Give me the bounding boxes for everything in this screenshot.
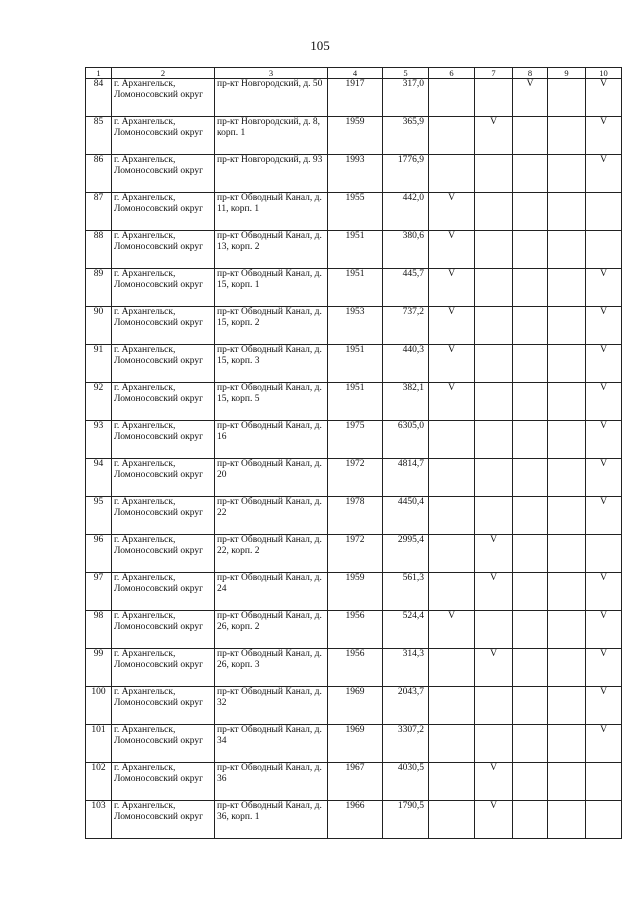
col8-mark-cell bbox=[513, 421, 548, 459]
city-district-cell: г. Архангельск, Ломоносовский округ bbox=[112, 421, 215, 459]
col6-mark-cell: V bbox=[429, 193, 475, 231]
area-cell: 382,1 bbox=[383, 383, 429, 421]
city-district-cell: г. Архангельск, Ломоносовский округ bbox=[112, 763, 215, 801]
row-number-cell: 90 bbox=[86, 307, 112, 345]
col8-mark-cell bbox=[513, 231, 548, 269]
area-cell: 2043,7 bbox=[383, 687, 429, 725]
col6-mark-cell bbox=[429, 535, 475, 573]
year-built-cell: 1966 bbox=[328, 801, 383, 839]
col8-mark-cell bbox=[513, 573, 548, 611]
col6-mark-cell: V bbox=[429, 269, 475, 307]
col6-mark-cell: V bbox=[429, 231, 475, 269]
city-district-cell: г. Архангельск, Ломоносовский округ bbox=[112, 269, 215, 307]
address-cell: пр-кт Обводный Канал, д. 20 bbox=[215, 459, 328, 497]
table-row bbox=[86, 801, 622, 839]
page-number: 105 bbox=[310, 38, 330, 53]
area-cell: 1790,5 bbox=[383, 801, 429, 839]
col9-mark-cell bbox=[548, 231, 586, 269]
col6-mark-cell bbox=[429, 459, 475, 497]
column-header-9: 9 bbox=[548, 68, 586, 79]
col7-mark-cell: V bbox=[475, 535, 513, 573]
col8-mark-cell bbox=[513, 763, 548, 801]
col7-mark-cell: V bbox=[475, 649, 513, 687]
col7-mark-cell bbox=[475, 611, 513, 649]
year-built-cell: 1959 bbox=[328, 573, 383, 611]
col7-mark-cell bbox=[475, 497, 513, 535]
col8-mark-cell bbox=[513, 307, 548, 345]
col9-mark-cell bbox=[548, 79, 586, 117]
col9-mark-cell bbox=[548, 725, 586, 763]
col10-mark-cell: V bbox=[586, 421, 622, 459]
table-row bbox=[86, 573, 622, 611]
area-cell: 4030,5 bbox=[383, 763, 429, 801]
area-cell: 440,3 bbox=[383, 345, 429, 383]
col9-mark-cell bbox=[548, 763, 586, 801]
row-number-cell: 92 bbox=[86, 383, 112, 421]
col10-mark-cell: V bbox=[586, 687, 622, 725]
col8-mark-cell bbox=[513, 117, 548, 155]
row-number-cell: 87 bbox=[86, 193, 112, 231]
row-number-cell: 96 bbox=[86, 535, 112, 573]
col10-mark-cell: V bbox=[586, 155, 622, 193]
year-built-cell: 1975 bbox=[328, 421, 383, 459]
year-built-cell: 1972 bbox=[328, 535, 383, 573]
table-row bbox=[86, 79, 622, 117]
housing-register-table bbox=[85, 67, 622, 839]
col10-mark-cell: V bbox=[586, 725, 622, 763]
year-built-cell: 1951 bbox=[328, 231, 383, 269]
table-row bbox=[86, 725, 622, 763]
city-district-cell: г. Архангельск, Ломоносовский округ bbox=[112, 155, 215, 193]
col9-mark-cell bbox=[548, 193, 586, 231]
col10-mark-cell: V bbox=[586, 611, 622, 649]
col10-mark-cell: V bbox=[586, 345, 622, 383]
area-cell: 2995,4 bbox=[383, 535, 429, 573]
city-district-cell: г. Архангельск, Ломоносовский округ bbox=[112, 307, 215, 345]
address-cell: пр-кт Обводный Канал, д. 24 bbox=[215, 573, 328, 611]
col9-mark-cell bbox=[548, 421, 586, 459]
area-cell: 317,0 bbox=[383, 79, 429, 117]
col8-mark-cell bbox=[513, 459, 548, 497]
area-cell: 737,2 bbox=[383, 307, 429, 345]
col10-mark-cell: V bbox=[586, 117, 622, 155]
col9-mark-cell bbox=[548, 611, 586, 649]
city-district-cell: г. Архангельск, Ломоносовский округ bbox=[112, 231, 215, 269]
col10-mark-cell bbox=[586, 231, 622, 269]
col9-mark-cell bbox=[548, 497, 586, 535]
col10-mark-cell: V bbox=[586, 497, 622, 535]
address-cell: пр-кт Обводный Канал, д. 15, корп. 2 bbox=[215, 307, 328, 345]
row-number-cell: 93 bbox=[86, 421, 112, 459]
table-row bbox=[86, 535, 622, 573]
year-built-cell: 1955 bbox=[328, 193, 383, 231]
col7-mark-cell: V bbox=[475, 801, 513, 839]
city-district-cell: г. Архангельск, Ломоносовский округ bbox=[112, 801, 215, 839]
city-district-cell: г. Архангельск, Ломоносовский округ bbox=[112, 687, 215, 725]
column-header-6: 6 bbox=[429, 68, 475, 79]
address-cell: пр-кт Новгородский, д. 93 bbox=[215, 155, 328, 193]
year-built-cell: 1956 bbox=[328, 611, 383, 649]
area-cell: 561,3 bbox=[383, 573, 429, 611]
year-built-cell: 1956 bbox=[328, 649, 383, 687]
address-cell: пр-кт Новгородский, д. 50 bbox=[215, 79, 328, 117]
col10-mark-cell bbox=[586, 763, 622, 801]
col6-mark-cell bbox=[429, 497, 475, 535]
row-number-cell: 98 bbox=[86, 611, 112, 649]
row-number-cell: 94 bbox=[86, 459, 112, 497]
year-built-cell: 1978 bbox=[328, 497, 383, 535]
area-cell: 365,9 bbox=[383, 117, 429, 155]
col10-mark-cell: V bbox=[586, 573, 622, 611]
col7-mark-cell bbox=[475, 459, 513, 497]
col8-mark-cell bbox=[513, 801, 548, 839]
col9-mark-cell bbox=[548, 307, 586, 345]
row-number-cell: 101 bbox=[86, 725, 112, 763]
col6-mark-cell: V bbox=[429, 611, 475, 649]
year-built-cell: 1969 bbox=[328, 687, 383, 725]
area-cell: 4814,7 bbox=[383, 459, 429, 497]
col7-mark-cell: V bbox=[475, 763, 513, 801]
address-cell: пр-кт Обводный Канал, д. 32 bbox=[215, 687, 328, 725]
col9-mark-cell bbox=[548, 649, 586, 687]
col7-mark-cell bbox=[475, 193, 513, 231]
address-cell: пр-кт Обводный Канал, д. 15, корп. 1 bbox=[215, 269, 328, 307]
col6-mark-cell bbox=[429, 763, 475, 801]
col10-mark-cell: V bbox=[586, 79, 622, 117]
area-cell: 3307,2 bbox=[383, 725, 429, 763]
city-district-cell: г. Архангельск, Ломоносовский округ bbox=[112, 725, 215, 763]
col8-mark-cell bbox=[513, 725, 548, 763]
col7-mark-cell bbox=[475, 725, 513, 763]
col6-mark-cell bbox=[429, 117, 475, 155]
area-cell: 1776,9 bbox=[383, 155, 429, 193]
table-row bbox=[86, 231, 622, 269]
year-built-cell: 1959 bbox=[328, 117, 383, 155]
address-cell: пр-кт Обводный Канал, д. 34 bbox=[215, 725, 328, 763]
row-number-cell: 89 bbox=[86, 269, 112, 307]
col7-mark-cell bbox=[475, 155, 513, 193]
col8-mark-cell bbox=[513, 345, 548, 383]
col9-mark-cell bbox=[548, 269, 586, 307]
col7-mark-cell bbox=[475, 345, 513, 383]
table-row bbox=[86, 269, 622, 307]
column-header-7: 7 bbox=[475, 68, 513, 79]
table-row bbox=[86, 421, 622, 459]
row-number-cell: 103 bbox=[86, 801, 112, 839]
col8-mark-cell bbox=[513, 611, 548, 649]
row-number-cell: 97 bbox=[86, 573, 112, 611]
year-built-cell: 1951 bbox=[328, 345, 383, 383]
col6-mark-cell: V bbox=[429, 383, 475, 421]
row-number-cell: 100 bbox=[86, 687, 112, 725]
col9-mark-cell bbox=[548, 117, 586, 155]
address-cell: пр-кт Обводный Канал, д. 11, корп. 1 bbox=[215, 193, 328, 231]
city-district-cell: г. Архангельск, Ломоносовский округ bbox=[112, 497, 215, 535]
col10-mark-cell bbox=[586, 193, 622, 231]
year-built-cell: 1953 bbox=[328, 307, 383, 345]
area-cell: 445,7 bbox=[383, 269, 429, 307]
city-district-cell: г. Архангельск, Ломоносовский округ bbox=[112, 535, 215, 573]
area-cell: 442,0 bbox=[383, 193, 429, 231]
col9-mark-cell bbox=[548, 345, 586, 383]
col10-mark-cell: V bbox=[586, 459, 622, 497]
year-built-cell: 1967 bbox=[328, 763, 383, 801]
column-header-3: 3 bbox=[215, 68, 328, 79]
area-cell: 6305,0 bbox=[383, 421, 429, 459]
row-number-cell: 88 bbox=[86, 231, 112, 269]
table-row bbox=[86, 345, 622, 383]
table-body bbox=[86, 79, 622, 839]
table-row bbox=[86, 763, 622, 801]
col8-mark-cell bbox=[513, 155, 548, 193]
column-number-header-row bbox=[86, 68, 622, 79]
col10-mark-cell: V bbox=[586, 649, 622, 687]
col8-mark-cell bbox=[513, 193, 548, 231]
address-cell: пр-кт Обводный Канал, д. 16 bbox=[215, 421, 328, 459]
col8-mark-cell bbox=[513, 497, 548, 535]
table-row bbox=[86, 383, 622, 421]
city-district-cell: г. Архангельск, Ломоносовский округ bbox=[112, 79, 215, 117]
col6-mark-cell bbox=[429, 725, 475, 763]
row-number-cell: 95 bbox=[86, 497, 112, 535]
table-row bbox=[86, 155, 622, 193]
col10-mark-cell bbox=[586, 535, 622, 573]
year-built-cell: 1972 bbox=[328, 459, 383, 497]
col10-mark-cell: V bbox=[586, 307, 622, 345]
address-cell: пр-кт Обводный Канал, д. 22 bbox=[215, 497, 328, 535]
col8-mark-cell bbox=[513, 383, 548, 421]
table-row bbox=[86, 117, 622, 155]
city-district-cell: г. Архангельск, Ломоносовский округ bbox=[112, 611, 215, 649]
col7-mark-cell: V bbox=[475, 117, 513, 155]
col9-mark-cell bbox=[548, 573, 586, 611]
col7-mark-cell bbox=[475, 269, 513, 307]
area-cell: 524,4 bbox=[383, 611, 429, 649]
city-district-cell: г. Архангельск, Ломоносовский округ bbox=[112, 459, 215, 497]
table-row bbox=[86, 611, 622, 649]
area-cell: 314,3 bbox=[383, 649, 429, 687]
year-built-cell: 1951 bbox=[328, 269, 383, 307]
column-header-5: 5 bbox=[383, 68, 429, 79]
city-district-cell: г. Архангельск, Ломоносовский округ bbox=[112, 573, 215, 611]
city-district-cell: г. Архангельск, Ломоносовский округ bbox=[112, 383, 215, 421]
col8-mark-cell bbox=[513, 649, 548, 687]
address-cell: пр-кт Новгородский, д. 8, корп. 1 bbox=[215, 117, 328, 155]
address-cell: пр-кт Обводный Канал, д. 15, корп. 5 bbox=[215, 383, 328, 421]
row-number-cell: 102 bbox=[86, 763, 112, 801]
row-number-cell: 84 bbox=[86, 79, 112, 117]
col8-mark-cell: V bbox=[513, 79, 548, 117]
area-cell: 4450,4 bbox=[383, 497, 429, 535]
col6-mark-cell bbox=[429, 801, 475, 839]
city-district-cell: г. Архангельск, Ломоносовский округ bbox=[112, 649, 215, 687]
column-header-4: 4 bbox=[328, 68, 383, 79]
address-cell: пр-кт Обводный Канал, д. 26, корп. 3 bbox=[215, 649, 328, 687]
col9-mark-cell bbox=[548, 383, 586, 421]
table-row bbox=[86, 497, 622, 535]
address-cell: пр-кт Обводный Канал, д. 22, корп. 2 bbox=[215, 535, 328, 573]
column-header-10: 10 bbox=[586, 68, 622, 79]
address-cell: пр-кт Обводный Канал, д. 15, корп. 3 bbox=[215, 345, 328, 383]
table-row bbox=[86, 459, 622, 497]
year-built-cell: 1969 bbox=[328, 725, 383, 763]
table-row bbox=[86, 307, 622, 345]
row-number-cell: 99 bbox=[86, 649, 112, 687]
col9-mark-cell bbox=[548, 801, 586, 839]
col9-mark-cell bbox=[548, 459, 586, 497]
col10-mark-cell bbox=[586, 801, 622, 839]
column-header-1: 1 bbox=[86, 68, 112, 79]
year-built-cell: 1917 bbox=[328, 79, 383, 117]
col10-mark-cell: V bbox=[586, 383, 622, 421]
row-number-cell: 86 bbox=[86, 155, 112, 193]
col6-mark-cell bbox=[429, 649, 475, 687]
city-district-cell: г. Архангельск, Ломоносовский округ bbox=[112, 193, 215, 231]
col6-mark-cell: V bbox=[429, 307, 475, 345]
col9-mark-cell bbox=[548, 155, 586, 193]
column-header-2: 2 bbox=[112, 68, 215, 79]
year-built-cell: 1993 bbox=[328, 155, 383, 193]
col7-mark-cell bbox=[475, 79, 513, 117]
city-district-cell: г. Архангельск, Ломоносовский округ bbox=[112, 117, 215, 155]
column-header-8: 8 bbox=[513, 68, 548, 79]
col6-mark-cell bbox=[429, 155, 475, 193]
col7-mark-cell bbox=[475, 231, 513, 269]
col9-mark-cell bbox=[548, 535, 586, 573]
col6-mark-cell bbox=[429, 79, 475, 117]
address-cell: пр-кт Обводный Канал, д. 13, корп. 2 bbox=[215, 231, 328, 269]
address-cell: пр-кт Обводный Канал, д. 26, корп. 2 bbox=[215, 611, 328, 649]
col7-mark-cell bbox=[475, 307, 513, 345]
table-row bbox=[86, 687, 622, 725]
year-built-cell: 1951 bbox=[328, 383, 383, 421]
col10-mark-cell: V bbox=[586, 269, 622, 307]
address-cell: пр-кт Обводный Канал, д. 36, корп. 1 bbox=[215, 801, 328, 839]
col7-mark-cell: V bbox=[475, 573, 513, 611]
col8-mark-cell bbox=[513, 535, 548, 573]
col8-mark-cell bbox=[513, 269, 548, 307]
area-cell: 380,6 bbox=[383, 231, 429, 269]
col6-mark-cell bbox=[429, 687, 475, 725]
row-number-cell: 85 bbox=[86, 117, 112, 155]
col7-mark-cell bbox=[475, 421, 513, 459]
city-district-cell: г. Архангельск, Ломоносовский округ bbox=[112, 345, 215, 383]
col8-mark-cell bbox=[513, 687, 548, 725]
col6-mark-cell: V bbox=[429, 345, 475, 383]
col6-mark-cell bbox=[429, 573, 475, 611]
address-cell: пр-кт Обводный Канал, д. 36 bbox=[215, 763, 328, 801]
col9-mark-cell bbox=[548, 687, 586, 725]
col6-mark-cell bbox=[429, 421, 475, 459]
table-row bbox=[86, 649, 622, 687]
col7-mark-cell bbox=[475, 687, 513, 725]
row-number-cell: 91 bbox=[86, 345, 112, 383]
table-row bbox=[86, 193, 622, 231]
col7-mark-cell bbox=[475, 383, 513, 421]
